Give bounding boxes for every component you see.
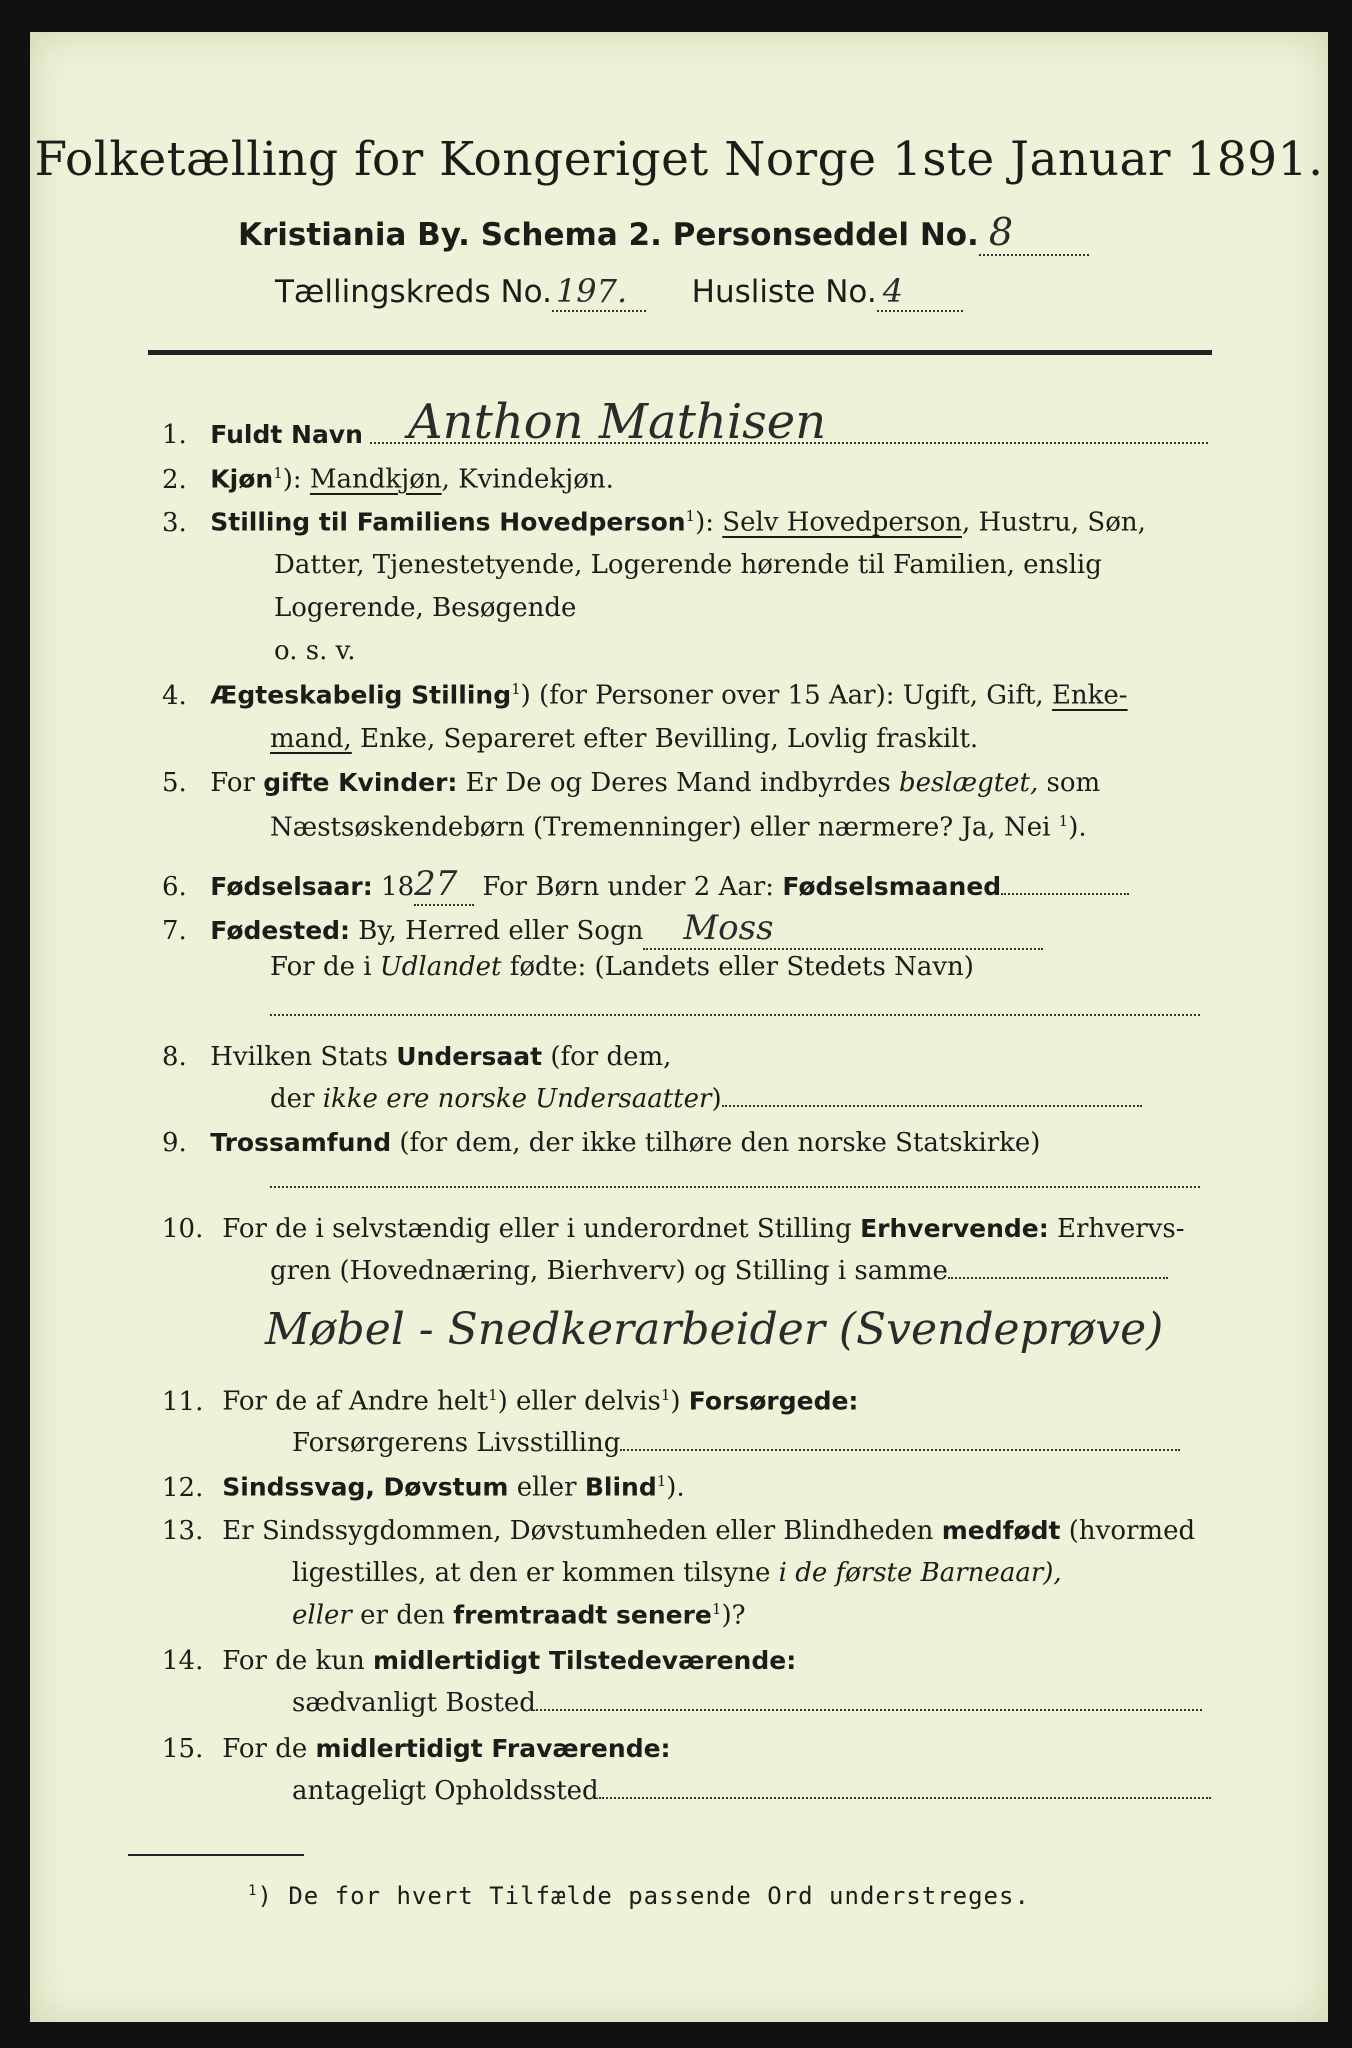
q7-label: Fødested: [210, 916, 351, 945]
q5-question-end: som [1038, 768, 1101, 798]
q12-end: ). [666, 1472, 685, 1503]
q13-footnote-mark: 1 [711, 1600, 722, 1618]
q3-line4: o. s. v. [274, 636, 356, 666]
q8-pre: Hvilken Stats [210, 1042, 397, 1072]
q11-pre: For de af Andre helt [222, 1386, 489, 1417]
q2-footnote-mark: 1 [273, 464, 283, 482]
q8-number: 8. [162, 1042, 187, 1072]
q3-label: Stilling til Familiens Hovedperson [210, 507, 686, 537]
q13-line2-pre: ligestilles, at den er kommen tilsyne [292, 1558, 779, 1588]
schema-line [238, 210, 1089, 256]
q7-line2-pre: For de i [270, 952, 380, 982]
q13-number: 13. [162, 1516, 204, 1546]
q14-label: midlertidigt Tilstedeværende: [373, 1646, 797, 1675]
q7-row [162, 908, 1043, 950]
q10-line2 [270, 1256, 1168, 1286]
q1-answer-line [370, 442, 1208, 444]
q11-footnote-mark-a: 1 [488, 1386, 498, 1404]
q14-answer-line [536, 1709, 1202, 1711]
q14-number: 14. [162, 1646, 204, 1676]
q12-label2: Blind [584, 1472, 657, 1502]
q2-row [162, 464, 614, 495]
q9-rest: (for dem, der ikke tilhøre den norske Statskirke) [391, 1128, 1041, 1158]
husliste-no-value: 4 [877, 272, 963, 312]
q11-label: Forsørgede: [688, 1386, 859, 1416]
tellingskreds-line [275, 272, 963, 312]
q6-row [162, 864, 1129, 906]
footnote-text: ) De for hvert Tilfælde passende Ord understreges. [257, 1882, 1030, 1910]
q13-line3-italic: eller [292, 1600, 352, 1631]
form-title: Folketælling for Kongeriget Norge 1ste Januar 1891. [34, 132, 1324, 187]
q4-options-b: Enke, Separeret efter Bevilling, Lovlig fraskilt. [351, 724, 979, 754]
q14-line2 [292, 1688, 1202, 1718]
q12-label: Sindssvag, Døvstum [222, 1472, 509, 1502]
tellingskreds-label: Tællingskreds No. [275, 274, 552, 310]
q4-line2 [270, 724, 978, 754]
q12-footnote-mark: 1 [656, 1472, 667, 1490]
q5-row [162, 768, 1100, 798]
q13-line2 [292, 1558, 1062, 1588]
q6-label: Fødselsaar: [210, 872, 373, 901]
q8-line2-italic: ikke ere norske Undersaatter [322, 1084, 712, 1114]
q10-pre: For de i selvstændig eller i underordnet Stilling [222, 1214, 861, 1244]
q11-footnote-mark-b: 1 [660, 1386, 671, 1404]
personseddel-no-value: 8 [979, 210, 1089, 256]
q10-occupation-value: Møbel - Snedkerarbeider (Svendeprøve) [265, 1304, 1164, 1355]
q4-footnote-mark: 1 [511, 680, 521, 698]
q12-number: 12. [162, 1472, 204, 1503]
q5-line2 [270, 812, 1087, 843]
q7-birthplace-value: Moss [643, 908, 1043, 950]
q10-number: 10. [162, 1214, 204, 1244]
q9-label: Trossamfund [210, 1128, 392, 1157]
q3-option-selv-hovedperson-selected: Selv Hovedperson [722, 507, 962, 538]
header-rule [148, 350, 1212, 355]
q8-answer-line [722, 1105, 1142, 1107]
q13-pre: Er Sindssygdommen, Døvstumheden eller Blindheden [222, 1516, 942, 1546]
q4-option-enkemand-selected-a: Enke- [1051, 680, 1128, 711]
q1-row [162, 420, 363, 450]
q2-option-mandkjon-selected: Mandkjøn [309, 464, 442, 495]
q1-answer-name: Anthon Mathisen [408, 394, 827, 450]
q11-answer-line [620, 1449, 1180, 1451]
q4-number: 4. [162, 680, 187, 711]
q7-number: 7. [162, 916, 187, 946]
q15-number: 15. [162, 1734, 204, 1764]
q8-line2-end: ) [711, 1084, 722, 1114]
footnote-rule [128, 1854, 304, 1856]
q8-line2 [270, 1084, 1142, 1114]
q11-line2-text: Forsørgerens Livsstilling [292, 1428, 621, 1458]
q3-options-rest: , Hustru, Søn, [961, 507, 1146, 538]
q11-mid: ) eller delvis [497, 1386, 661, 1417]
q12-row [162, 1472, 685, 1503]
q5-label: gifte Kvinder: [263, 768, 458, 797]
q3-row [162, 507, 1146, 538]
q5-line2-end: ). [1068, 812, 1087, 843]
q5-italic-word: beslægtet, [898, 768, 1039, 798]
q7-line2-italic: Udlandet [379, 952, 502, 982]
q2-label: Kjøn [210, 464, 274, 494]
q8-row [162, 1042, 671, 1072]
q10-rest: Erhvervs- [1048, 1214, 1185, 1244]
footnote-mark: 1 [248, 1883, 258, 1899]
q10-line2-text: gren (Hovednæring, Bierhverv) og Stilling i samme [270, 1256, 948, 1286]
footnote [248, 1882, 1030, 1910]
q13-line3 [292, 1600, 746, 1631]
q3-number: 3. [162, 507, 187, 538]
q13-label: medfødt [941, 1516, 1061, 1545]
q7-line2 [270, 952, 974, 982]
q6-year-value: 27 [414, 864, 474, 906]
tellingskreds-no-value: 197. [552, 272, 646, 312]
q15-line2 [292, 1776, 1211, 1806]
q3-footnote-mark: 1 [685, 507, 696, 525]
q8-label: Undersaat [396, 1042, 543, 1071]
q3-line2: Datter, Tjenestetyende, Logerende hørende til Familien, enslig [274, 550, 1102, 580]
q13-line3-mid: er den [351, 1600, 454, 1631]
q14-line2-text: sædvanligt Bosted [292, 1688, 536, 1718]
q1-number: 1. [162, 420, 187, 450]
q13-end: )? [721, 1600, 746, 1631]
q7-line2-rest: fødte: (Landets eller Stedets Navn) [501, 952, 974, 982]
husliste-label: Husliste No. [691, 274, 877, 310]
q14-pre: For de kun [222, 1646, 374, 1676]
q13-line2-italic: i de første Barneaar), [778, 1558, 1062, 1588]
q9-number: 9. [162, 1128, 187, 1158]
q6-mid-text: For Børn under 2 Aar: [474, 872, 783, 902]
q4-options-a: ) (for Personer over 15 Aar): Ugift, Gift, [520, 680, 1052, 711]
q10-row [162, 1214, 1185, 1244]
q9-row [162, 1128, 1040, 1158]
q5-footnote-mark: 1 [1058, 812, 1069, 830]
q2-colon: ): [282, 464, 310, 495]
q6-month-label: Fødselsmaaned [782, 872, 1002, 901]
q4-option-enkemand-selected-b: mand, [270, 724, 352, 754]
q11-row [162, 1386, 858, 1417]
q3-line3: Logerende, Besøgende [274, 593, 577, 623]
q11-line2 [292, 1428, 1180, 1458]
q6-number: 6. [162, 872, 187, 902]
q14-row [162, 1646, 796, 1676]
q4-row [162, 680, 1128, 711]
q13-rest: (hvormed [1060, 1516, 1196, 1546]
census-form-sheet [30, 32, 1328, 2022]
q2-option-kvindekjon: , Kvindekjøn. [441, 464, 614, 495]
q4-label: Ægteskabelig Stilling [210, 680, 512, 710]
q11-mid2: ) [670, 1386, 689, 1417]
q15-answer-line [599, 1797, 1211, 1799]
q13-line3-label: fremtraadt senere [453, 1600, 712, 1630]
q5-question: Er De og Deres Mand indbyrdes [457, 768, 899, 798]
q6-month-line [1001, 893, 1129, 895]
q8-rest: (for dem, [542, 1042, 672, 1072]
q15-pre: For de [222, 1734, 316, 1764]
q8-line2-pre: der [270, 1084, 323, 1114]
q6-century: 18 [372, 872, 415, 902]
q11-number: 11. [162, 1386, 204, 1417]
schema-label: Kristiania By. Schema 2. Personseddel No. [238, 217, 979, 253]
q3-colon: ): [695, 507, 723, 538]
q10-label: Erhvervende: [860, 1214, 1049, 1243]
q15-label: midlertidigt Fraværende: [315, 1734, 671, 1763]
q7-foreign-line [270, 1014, 1200, 1016]
q13-row [162, 1516, 1195, 1546]
q9-answer-line [270, 1186, 1200, 1188]
q5-pre: For [210, 768, 264, 798]
q15-line2-text: antageligt Opholdssted [292, 1776, 599, 1806]
q7-text: By, Herred eller Sogn [350, 916, 644, 946]
q1-label: Fuldt Navn [210, 420, 363, 449]
q5-number: 5. [162, 768, 187, 798]
q12-mid: eller [508, 1472, 585, 1503]
q5-line2-text: Næstsøskendebørn (Tremenninger) eller nærmere? Ja, Nei [270, 812, 1059, 843]
q15-row [162, 1734, 671, 1764]
q10-line2-dots [948, 1277, 1168, 1279]
q2-number: 2. [162, 464, 187, 495]
